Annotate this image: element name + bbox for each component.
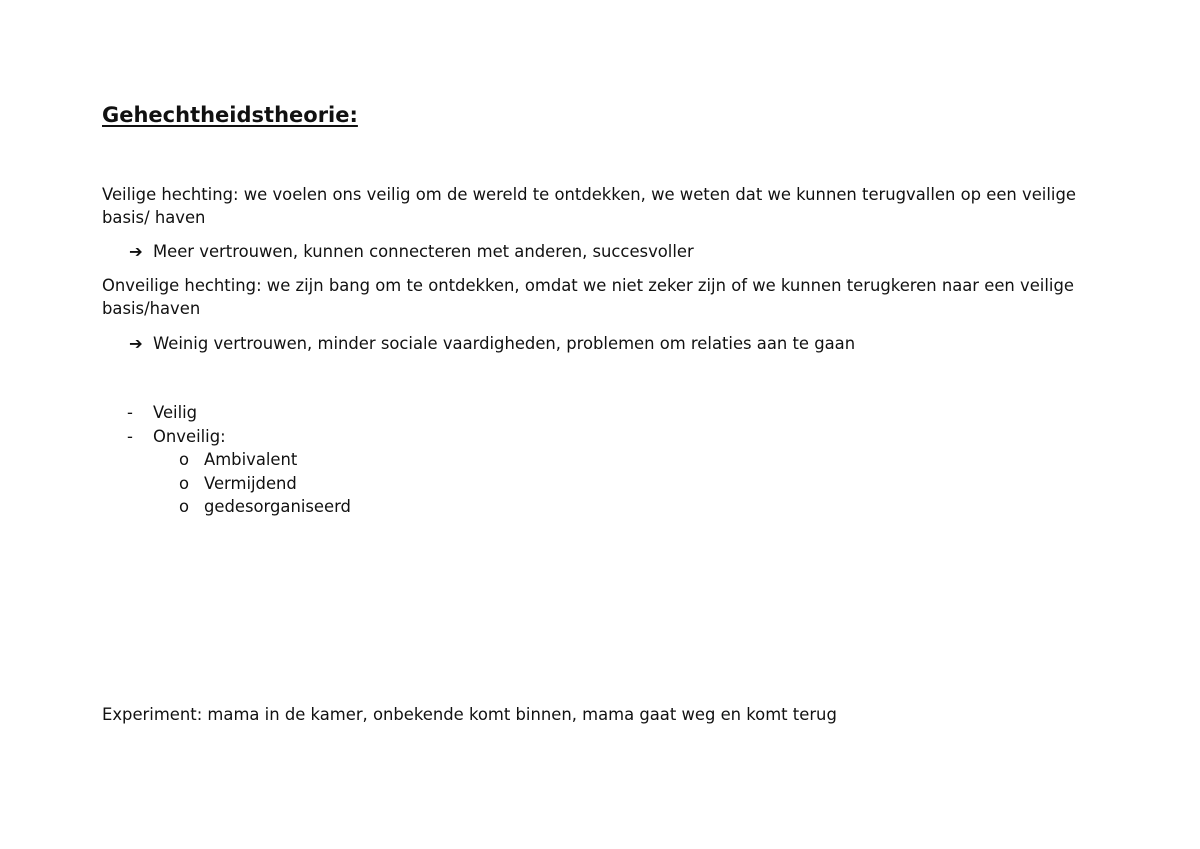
sublist-item-label: Ambivalent (204, 450, 298, 469)
insecure-types-sublist (179, 448, 351, 519)
sublist-item (179, 472, 351, 496)
sublist-item-label: gedesorganiseerd (204, 497, 351, 517)
sublist-item (179, 495, 351, 519)
arrow-item-text: Weinig vertrouwen, minder sociale vaardigheden, problemen om relaties aan te gaan (153, 334, 856, 353)
paragraph-insecure-attachment: Onveilige hechting: we zijn bang om te ontdekken, omdat we niet zeker zijn of we kunnen terugkeren naar een veilige basis/haven (102, 276, 1074, 318)
list-item (127, 425, 226, 449)
dash-bullet: - (127, 426, 133, 446)
list-item (127, 401, 226, 425)
dash-bullet: - (127, 403, 133, 422)
arrow-item-insecure (129, 333, 855, 355)
paragraph-experiment: Experiment: mama in de kamer, onbekende komt binnen, mama gaat weg en komt terug (102, 705, 837, 724)
arrow-item-secure (129, 241, 694, 263)
list-item-label: Onveilig: (153, 426, 226, 446)
sublist-item (179, 448, 351, 472)
arrow-right-icon: ➔ (129, 242, 143, 261)
circle-bullet: o (179, 473, 190, 493)
circle-bullet: o (179, 497, 190, 517)
arrow-right-icon: ➔ (129, 334, 143, 353)
circle-bullet: o (179, 450, 190, 469)
list-item-label: Veilig (153, 403, 198, 422)
arrow-item-text: Meer vertrouwen, kunnen connecteren met anderen, succesvoller (153, 242, 694, 261)
paragraph-secure-attachment: Veilige hechting: we voelen ons veilig om de wereld te ontdekken, we weten dat we kunnen terugvallen op een veilige basis/ haven (102, 185, 1076, 227)
document-title: Gehechtheidstheorie: (102, 103, 358, 127)
sublist-item-label: Vermijdend (204, 473, 297, 493)
attachment-types-list (127, 401, 226, 448)
